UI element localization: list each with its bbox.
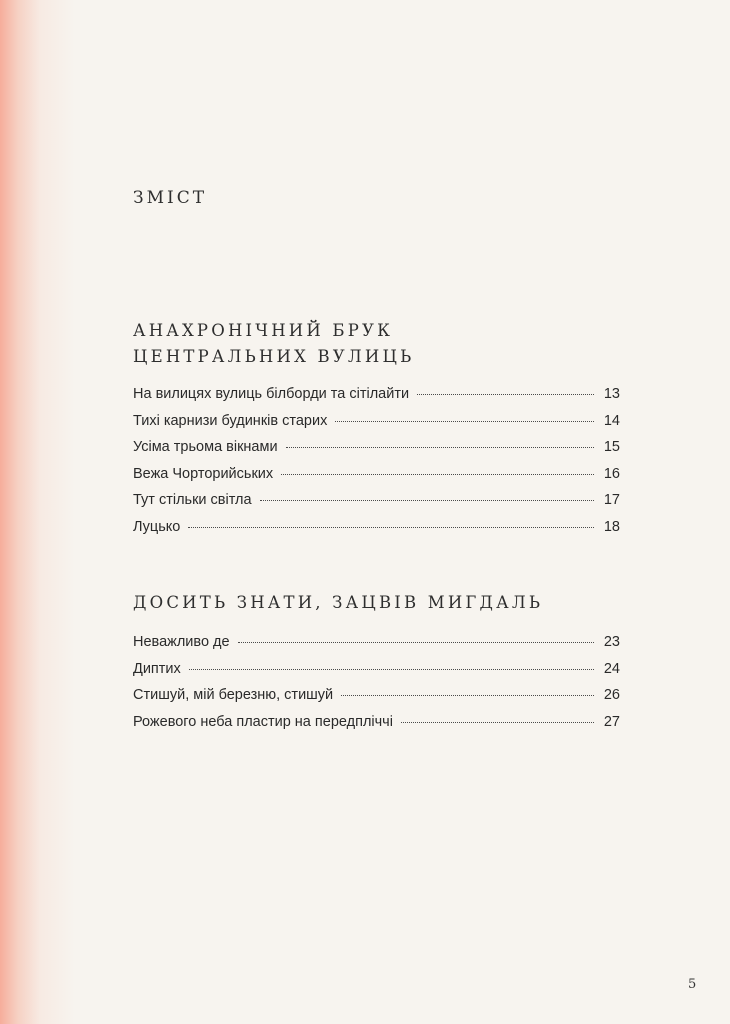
dot-leader [260, 500, 594, 501]
section-heading-line-2: ЦЕНТРАЛЬНИХ ВУЛИЦЬ [133, 347, 415, 366]
toc-entry-page: 27 [603, 713, 620, 730]
toc-section-2 [133, 590, 620, 740]
toc-entry[interactable] [133, 687, 620, 714]
toc-entry-page: 23 [603, 634, 620, 650]
dot-leader [281, 474, 594, 475]
section-heading [133, 590, 620, 616]
toc-entry[interactable] [133, 714, 620, 741]
toc-entry[interactable] [133, 413, 620, 440]
toc-entry[interactable] [133, 661, 620, 688]
toc-entry-title: На вилицях вулиць білборди та сітілайти [133, 386, 410, 402]
toc-entry-title: Диптих [133, 660, 181, 677]
dot-leader [188, 527, 594, 528]
dot-leader [189, 669, 594, 670]
toc-title: ЗМІСТ [133, 188, 208, 208]
toc-entry-title: Вежа Чорторийських [133, 465, 274, 482]
toc-entry-page: 13 [603, 386, 620, 402]
dot-leader [335, 421, 594, 422]
toc-entry[interactable] [133, 466, 620, 493]
toc-entry-list [133, 634, 620, 740]
toc-entry[interactable] [133, 439, 620, 466]
dot-leader [238, 642, 594, 643]
toc-entry-list [133, 386, 620, 545]
toc-entry[interactable] [133, 519, 620, 546]
toc-entry-title: Рожевого неба пластир на передпліччі [133, 713, 393, 730]
dot-leader [417, 394, 594, 395]
toc-entry-page: 14 [603, 412, 620, 429]
toc-section-1 [133, 318, 620, 545]
section-heading-line-1: АНАХРОНІЧНИЙ БРУК [133, 321, 394, 340]
toc-entry-page: 16 [603, 465, 620, 482]
toc-entry-title: Стишуй, мій березню, стишуй [133, 687, 334, 703]
dot-leader [401, 722, 594, 723]
dot-leader [341, 695, 594, 696]
section-heading [133, 318, 620, 370]
toc-entry-title: Неважливо де [133, 634, 230, 650]
toc-entry-page: 26 [603, 687, 620, 703]
toc-entry-title: Луцько [133, 518, 181, 535]
toc-entry-title: Тут стільки світла [133, 492, 252, 508]
toc-entry-page: 24 [603, 660, 620, 677]
toc-entry-page: 18 [603, 518, 620, 535]
toc-entry[interactable] [133, 386, 620, 413]
page-number: 5 [688, 977, 697, 992]
section-heading-line-1: ДОСИТЬ ЗНАТИ, ЗАЦВІВ МИГДАЛЬ [133, 593, 544, 612]
toc-entry[interactable] [133, 492, 620, 519]
dot-leader [286, 447, 594, 448]
toc-entry-page: 15 [603, 439, 620, 455]
toc-entry-title: Тихі карнизи будинків старих [133, 412, 328, 429]
toc-entry[interactable] [133, 634, 620, 661]
toc-entry-title: Усіма трьома вікнами [133, 439, 278, 455]
toc-entry-page: 17 [603, 492, 620, 508]
